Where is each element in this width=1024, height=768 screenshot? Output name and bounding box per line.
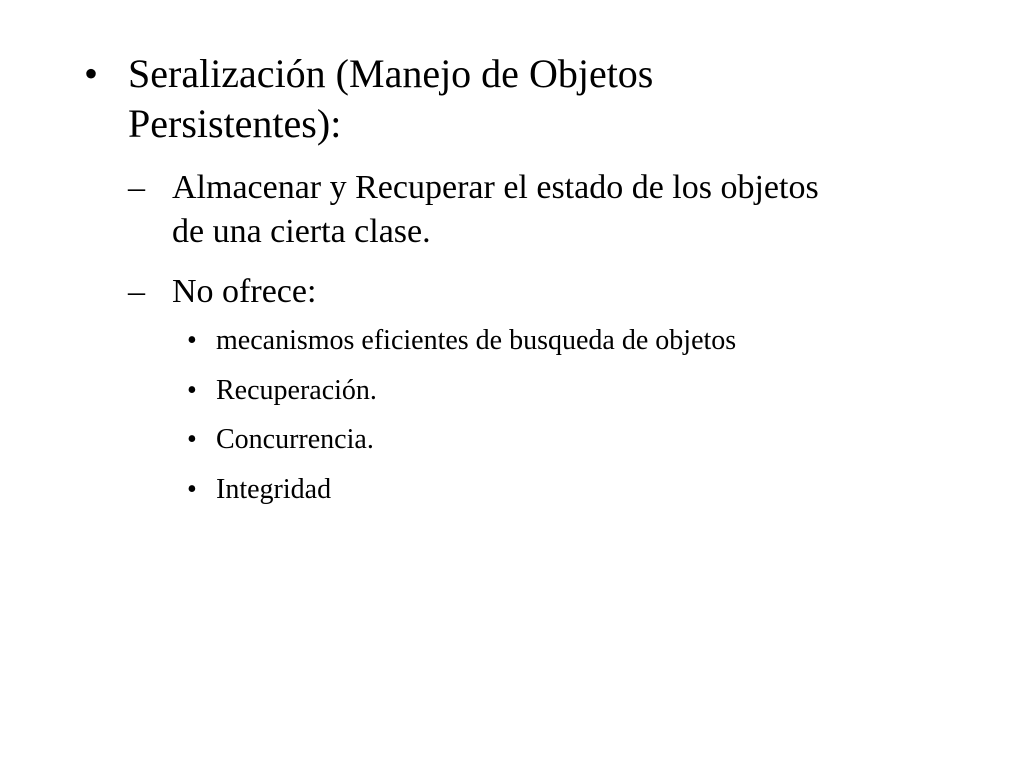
subitem-almacenar bbox=[128, 166, 819, 254]
subitem-text-line-1: Almacenar y Recuperar el estado de los objetos bbox=[172, 169, 819, 206]
subsubitem-text: Recuperación. bbox=[216, 375, 377, 406]
subsubitem-text: mecanismos eficientes de busqueda de objetos bbox=[216, 325, 737, 356]
dash-marker: – bbox=[128, 273, 145, 310]
dash-marker: – bbox=[128, 169, 145, 206]
bullet-marker: • bbox=[187, 325, 197, 356]
subitem-text-line-2: de una cierta clase. bbox=[172, 213, 431, 250]
bullet-marker: • bbox=[187, 474, 197, 505]
bullet-serializacion bbox=[84, 49, 653, 149]
subsubitem-mecanismos bbox=[187, 323, 736, 359]
subsubitem-text: Concurrencia. bbox=[216, 424, 374, 455]
subitem-text: No ofrece: bbox=[172, 273, 317, 310]
subsubitem-integridad bbox=[187, 472, 331, 508]
bullet-marker: • bbox=[84, 51, 99, 96]
subitem-no-ofrece bbox=[128, 270, 316, 314]
subsubitem-concurrencia bbox=[187, 422, 374, 458]
bullet-text-line-2: Persistentes): bbox=[128, 101, 342, 146]
subsubitem-text: Integridad bbox=[216, 474, 332, 505]
bullet-text-line-1: Seralización (Manejo de Objetos bbox=[128, 51, 654, 96]
bullet-marker: • bbox=[187, 424, 197, 455]
subsubitem-recuperacion bbox=[187, 373, 377, 409]
bullet-marker: • bbox=[187, 375, 197, 406]
